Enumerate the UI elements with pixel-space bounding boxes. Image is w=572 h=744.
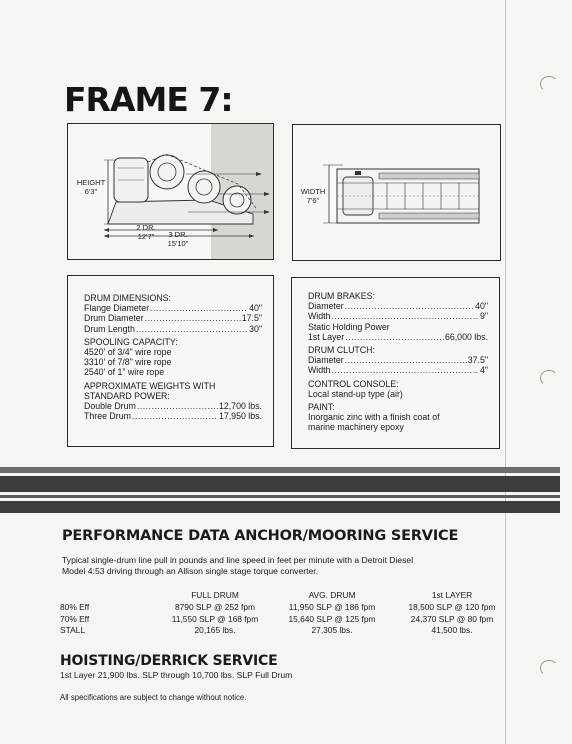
hoisting-text: 1st Layer 21,900 lbs. SLP through 10,700 lbs. SLP Full Drum [60,670,293,680]
paint-text: marine machinery epoxy [308,422,404,433]
spec-row: Width ..... 4" [308,365,488,375]
three-drum-value: 15'10" [167,239,189,248]
weights-heading: APPROXIMATE WEIGHTS WITH [84,380,216,391]
column-header: 1st LAYER [431,590,473,600]
page-title: FRAME 7: [64,80,233,119]
spec-row: Double Drum ..... 12,700 lbs. [84,401,262,411]
column-full-drum [160,590,270,637]
row-label: 70% Eff [60,613,90,624]
hoisting-title: HOISTING/DERRICK SERVICE [60,653,278,669]
spooling-item: 3310' of 7/8" wire rope [84,357,172,368]
spec-row: Diameter ..... 37.5" [308,355,488,365]
performance-title: PERFORMANCE DATA ANCHOR/MOORING SERVICE [62,528,459,544]
clutch-heading: DRUM CLUTCH: [308,345,375,356]
spec-row: Drum Diameter ..... 17.5" [84,313,262,323]
spooling-item: 4520' of 3/4" wire rope [84,347,172,358]
spec-row: Drum Length ..... 30" [84,324,262,334]
table-cell: 11,950 SLP @ 186 fpm [288,602,376,612]
table-cell: 41,500 lbs. [431,625,473,636]
brakes-heading: DRUM BRAKES: [308,291,375,301]
spec-row: Three Drum ..... 17,950 lbs. [84,411,262,421]
column-avg-drum [272,590,392,637]
height-label: HEIGHT [76,178,106,187]
two-drum-value: 12'7" [137,232,155,241]
spooling-item: 2540' of 1" wire rope [84,367,165,378]
decorative-stripe-band [0,467,560,513]
spec-row: Flange Diameter ..... 40" [84,303,262,313]
paint-heading: PAINT: [308,402,335,413]
spec-row: Diameter ..... 40" [308,301,488,311]
table-cell: 15,640 SLP @ 125 fpm [288,613,376,624]
table-cell: 20,165 lbs. [194,625,236,636]
stripe [0,495,560,498]
side-elevation-figure [67,123,274,260]
table-cell: 8790 SLP @ 252 fpm [174,602,256,612]
column-first-layer [392,590,512,637]
row-labels [60,590,89,637]
top-view-figure [292,124,501,261]
three-drum-length [157,230,199,248]
console-heading: CONTROL CONSOLE: [308,378,399,389]
binder-hole-mark [540,660,558,676]
performance-description: Typical single-drum line pull in pounds and line speed in feet per minute with a Detroit Diesel Model 4:53 driving through an Allison single stage torque converter. [62,555,414,576]
footnote: All specifications are subject to change without notice. [60,693,247,702]
height-dimension [74,178,108,196]
stripe [0,501,560,513]
width-dimension [297,187,329,205]
three-drum-label: 3 DR. [168,230,188,239]
spec-row: Width ..... 9" [308,311,488,321]
stripe [0,467,560,473]
row-label: STALL [60,625,85,636]
width-value: 7'6" [306,196,320,205]
table-cell: 27,305 lbs. [311,625,353,636]
spooling-heading: SPOOLING CAPACITY: [84,336,178,347]
spec-row: 1st Layer ..... 66,000 lbs. [308,332,488,342]
weights-heading-cont: STANDARD POWER: [84,390,170,401]
table-cell: 11,550 SLP @ 168 fpm [171,613,259,624]
row-label: 80% Eff [60,602,90,612]
paint-text: Inorganic zinc with a finish coat of [308,412,440,423]
width-label: WIDTH [300,187,326,196]
drum-specs-box [67,275,274,447]
console-value: Local stand-up type (air) [308,388,403,399]
stripe [0,476,560,492]
two-drum-label: 2 DR. [136,223,156,232]
column-header: AVG. DRUM [308,590,356,600]
binder-hole-mark [540,370,558,386]
drum-dimensions-heading: DRUM DIMENSIONS: [84,293,171,303]
table-cell: 24,370 SLP @ 80 fpm [410,613,494,624]
holding-power-label: Static Holding Power [308,321,390,332]
height-value: 6'3" [84,187,98,196]
table-cell: 18,500 SLP @ 120 fpm [408,602,496,612]
binder-hole-mark [540,76,558,92]
column-header: FULL DRUM [191,590,239,600]
brake-specs-box [291,277,500,449]
